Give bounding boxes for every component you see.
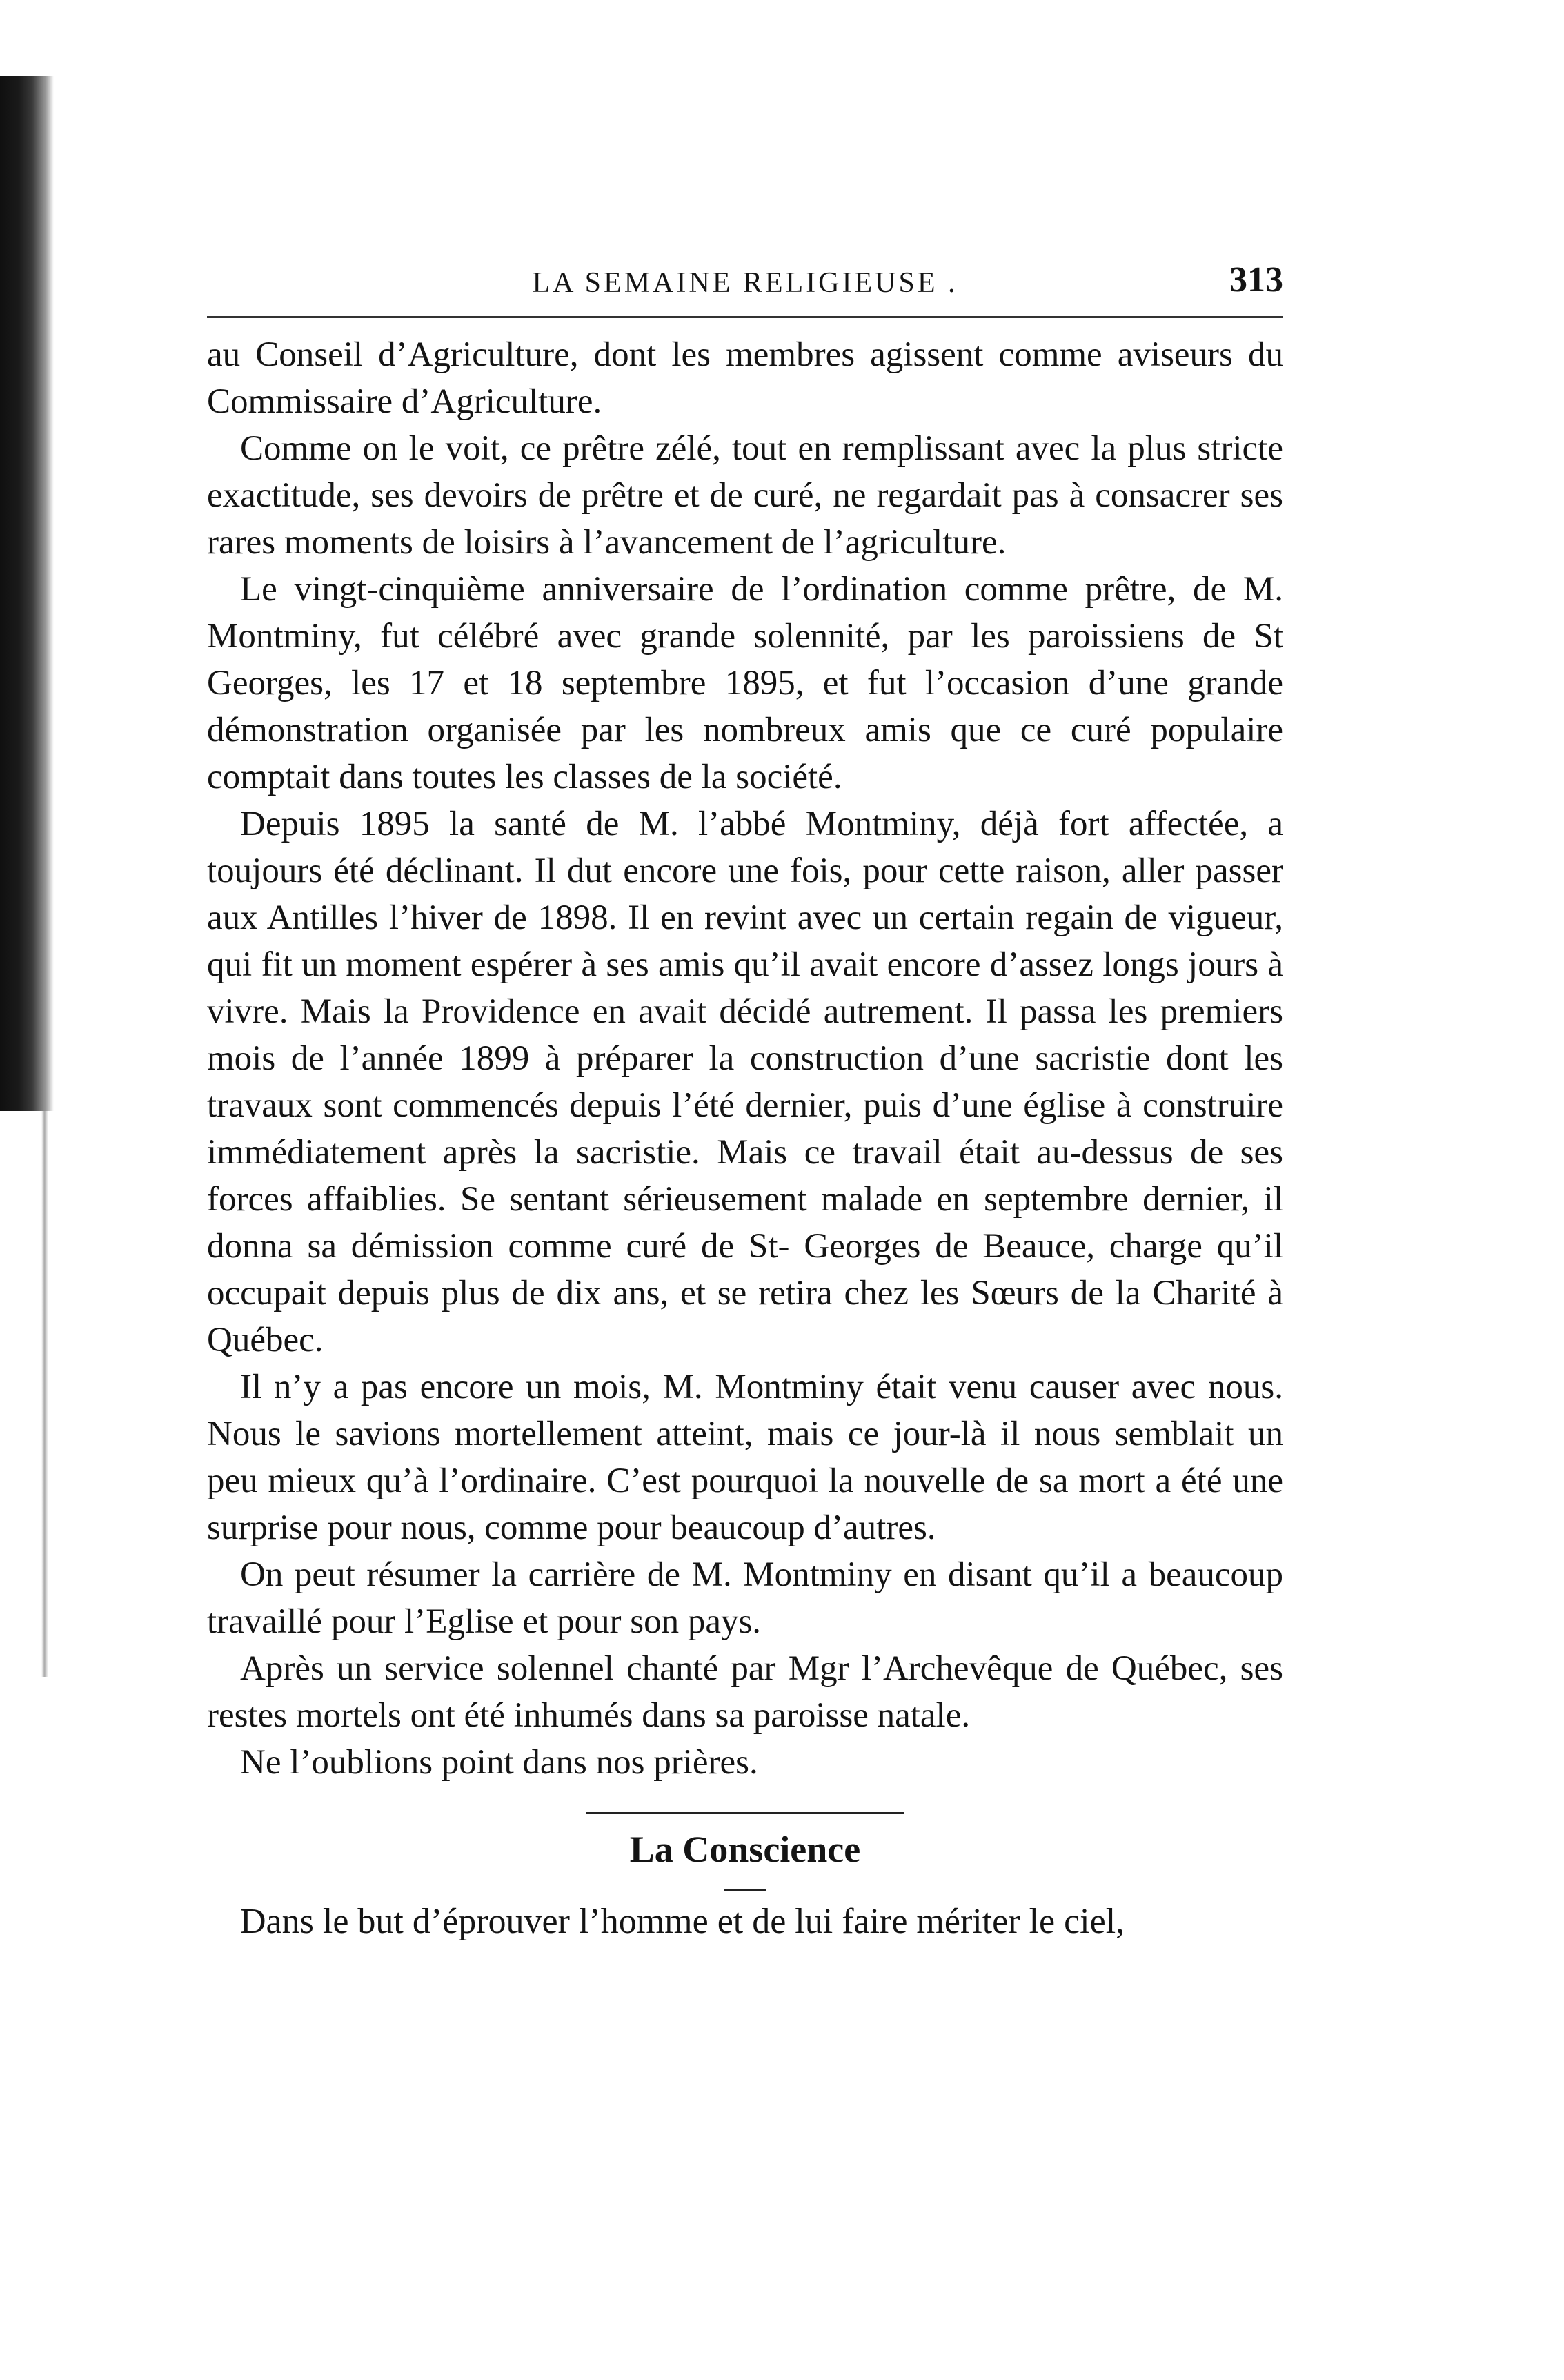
paragraph-continuation: au Conseil d’Agriculture, dont les membres agissent comme aviseurs du Commissaire d’Agriculture. xyxy=(207,335,1283,421)
section-title: La Conscience xyxy=(629,1829,861,1870)
running-header xyxy=(207,255,1283,317)
section-divider xyxy=(586,1812,904,1814)
paragraph: On peut résumer la carrière de M. Montminy en disant qu’il a beaucoup travaillé pour l’Eglise et pour son pays. xyxy=(207,1555,1283,1641)
section-first-line: Dans le but d’éprouver l’homme et de lui faire mériter le ciel, xyxy=(240,1902,1125,1941)
book-page xyxy=(207,255,1283,1946)
title-underline xyxy=(724,1889,766,1891)
paragraph: Comme on le voit, ce prêtre zélé, tout en remplissant avec la plus stricte exactitude, ses devoirs de prêtre et de curé, ne regardait pas à consacrer ses rares moments de loisirs à l’avancement de l’agriculture. xyxy=(207,429,1283,562)
paragraph: Le vingt-cinquième anniversaire de l’ordination comme prêtre, de M. Montminy, fut célébré avec grande solennité, par les paroissiens de St Georges, les 17 et 18 septembre 1895, et fut l’occasion d’une grande démonstration organisée par les nombreux amis que ce curé populaire comptait dans toutes les classes de la société. xyxy=(207,570,1283,796)
scan-binding-streak xyxy=(41,1111,48,1677)
page-number: 313 xyxy=(1229,260,1283,299)
scan-binding-shadow xyxy=(0,76,54,1111)
paragraph: Il n’y a pas encore un mois, M. Montminy était venu causer avec nous. Nous le savions mortellement atteint, mais ce jour-là il nous semblait un peu mieux qu’à l’ordinaire. C’est pourquoi la nouvelle de sa mort a été une surprise pour nous, comme pour beaucoup d’autres. xyxy=(207,1368,1283,1547)
paragraph: Après un service solennel chanté par Mgr l’Archevêque de Québec, ses restes mortels ont été inhumés dans sa paroisse natale. xyxy=(207,1649,1283,1735)
header-rule xyxy=(207,316,1283,318)
article-body xyxy=(207,331,1283,1786)
paragraph: Depuis 1895 la santé de M. l’abbé Montminy, déjà fort affectée, a toujours été déclinant. Il dut encore une fois, pour cette raison, aller passer aux Antilles l’hiver de 1898. Il en revint avec un certain regain de vigueur, qui fit un moment espérer à ses amis qu’il avait encore d’assez longs jours à vivre. Mais la Providence en avait décidé autrement. Il passa les premiers mois de l’année 1899 à préparer la construction d’une sacristie dont les travaux sont commencés depuis l’été dernier, puis d’une église à construire immédiatement après la sacristie. Mais ce travail était au-dessus de ses forces affaiblies. Se sentant sérieusement malade en septembre dernier, il donna sa démission comme curé de St- Georges de Beauce, charge qu’il occupait depuis plus de dix ans, et se retira chez les Sœurs de la Charité à Québec. xyxy=(207,805,1283,1359)
paragraph: Ne l’oublions point dans nos prières. xyxy=(240,1743,758,1782)
running-title: LA SEMAINE RELIGIEUSE . xyxy=(532,267,958,299)
